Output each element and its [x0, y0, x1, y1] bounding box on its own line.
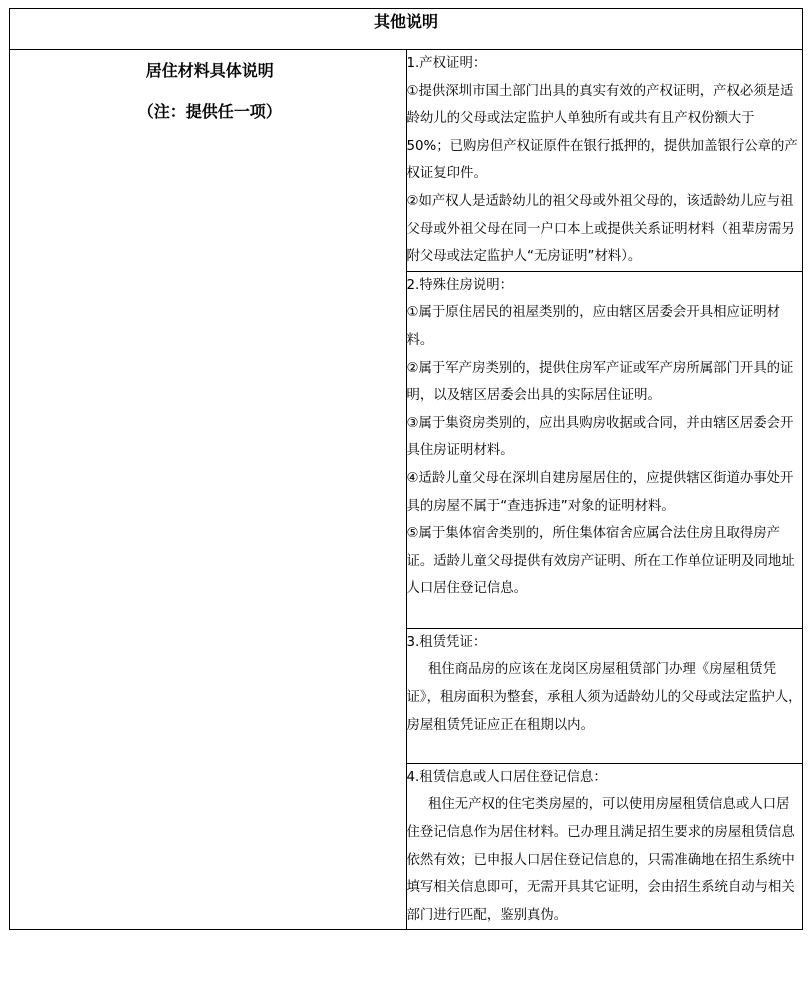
section-heading: 1.产权证明：	[406, 56, 487, 71]
section-cell-2	[406, 271, 803, 628]
section-cell-3	[406, 628, 803, 763]
section-paragraph: ②如产权人是适龄幼儿的祖父母或外祖父母的，该适龄幼儿应与祖父母或外祖父母在同一户口本上或提供关系证明材料（祖辈房需另附父母或法定监护人“无房证明”材料）。	[406, 193, 795, 265]
left-label-line1: 居住材料具体说明	[145, 61, 274, 80]
section-row-1	[10, 50, 803, 272]
section-paragraph: 租住无产权的住宅类房屋的，可以使用房屋租赁信息或人口居住登记信息作为居住材料。已办理且满足招生要求的房屋租赁信息依然有效；已申报人口居住登记信息的，只需准确地在招生系统中填写相关信息即可，无需开具其它证明，会由招生系统自动与相关部门进行匹配，鉴别真伪。	[406, 797, 795, 923]
left-label-line2: （注：提供任一项）	[137, 102, 282, 121]
title-row	[10, 9, 803, 50]
info-table	[9, 8, 803, 930]
section-cell-1	[406, 50, 803, 272]
section-paragraph: ①属于原住居民的祖屋类别的，应由辖区居委会开具相应证明材料。	[406, 305, 781, 348]
section-paragraph: 租住商品房的应该在龙岗区房屋租赁部门办理《房屋租赁凭证》，租房面积为整套，承租人须为适龄幼儿的父母或法定监护人，房屋租赁凭证应正在租期以内。	[406, 662, 802, 733]
section-heading: 2.特殊住房说明：	[406, 277, 514, 293]
section-paragraph: ④适龄儿童父母在深圳自建房屋居住的，应提供辖区街道办事处开具的房屋不属于“查违拆违”对象的证明材料。	[406, 470, 794, 514]
section-heading: 3.租赁凭证：	[406, 634, 487, 650]
section-paragraph: ⑤属于集体宿舍类别的，所住集体宿舍应属合法住房且取得房产证。适龄儿童父母提供有效房产证明、所在工作单位证明及同地址人口居住登记信息。	[406, 526, 795, 597]
table-title: 其他说明	[10, 9, 803, 50]
left-label-cell	[10, 50, 407, 930]
section-paragraph: ②属于军产房类别的，提供住房军产证或军产房所属部门开具的证明，以及辖区居委会出具的实际居住证明。	[406, 360, 794, 404]
section-paragraph: ③属于集资房类别的，应出具购房收据或合同，并由辖区居委会开具住房证明材料。	[406, 415, 794, 459]
section-cell-4	[406, 763, 803, 930]
section-heading: 4.租赁信息或人口居住登记信息：	[406, 769, 607, 785]
section-paragraph: ①提供深圳市国土部门出具的真实有效的产权证明，产权必须是适龄幼儿的父母或法定监护人单独所有或共有且产权份额大于 50%；已购房但产权证原件在银行抵押的，提供加盖银行公章的产权证复印件。	[406, 83, 798, 182]
